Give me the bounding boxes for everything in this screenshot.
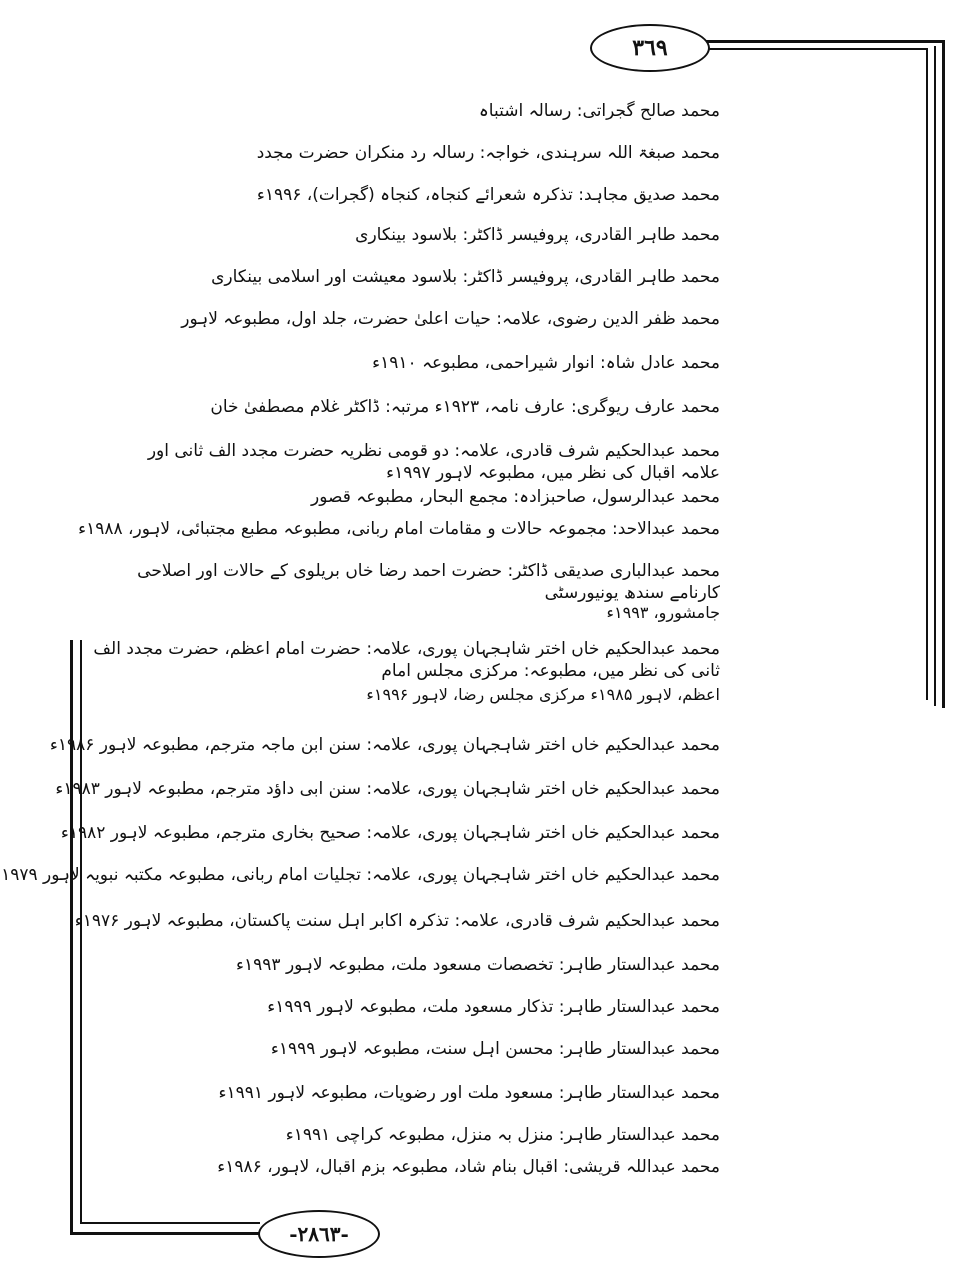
- bibliography-entry: محمد عبدالستار طاہر: تذکار مسعود ملت، مطبوعہ لاہور ۱۹۹۹ء: [267, 997, 720, 1017]
- bibliography-entry: محمد عارف ریوگری: عارف نامہ، ۱۹۲۳ء مرتبہ: ڈاکٹر غلام مصطفیٰ خان: [210, 397, 720, 417]
- bibliography-entry: محمد عبدالستار طاہر: تخصصات مسعود ملت، مطبوعہ لاہور ۱۹۹۳ء: [236, 955, 720, 975]
- frame-left-inner: [80, 640, 82, 1224]
- bibliography-entry: محمد عبدالستار طاہر: منزل بہ منزل، مطبوعہ کراچی ۱۹۹۱ء: [285, 1125, 720, 1145]
- bibliography-entry-continuation: اعظم، لاہور ۱۹۸۵ء مرکزی مجلس رضا، لاہور ۱۹۹۶ء: [366, 685, 720, 704]
- frame-bottom-rule-inner: [80, 1222, 260, 1224]
- bibliography-entry: محمد عبدالحکیم خاں اختر شاہجہان پوری، علامہ: سنن ابی داؤد مترجم، مطبوعہ لاہور ۱۹۸۳ء: [55, 779, 720, 799]
- bibliography-entry-continuation: جامشورو، ۱۹۹۳ء: [606, 603, 720, 622]
- bibliography-entry: محمد طاہر القادری، پروفیسر ڈاکٹر: بلاسود بینکاری: [355, 225, 720, 245]
- bibliography-entry: محمد عادل شاہ: انوار شیراحمی، مطبوعہ ۱۹۱۰ء: [372, 353, 720, 373]
- bibliography-entry: محمد عبدالحکیم خاں اختر شاہجہان پوری، علامہ: حضرت امام اعظم، حضرت مجدد الف ثانی کی نظر میں، مطبوعہ: مرکزی مجلس امام: [93, 639, 720, 681]
- bibliography-entry: محمد صدیق مجاہد: تذکرہ شعرائے کنجاہ، کنجاہ (گجرات)، ۱۹۹۶ء: [256, 185, 720, 205]
- bibliography-entry: محمد صبغۃ اللہ سرہندی، خواجہ: رسالہ رد منکران حضرت مجدد: [256, 143, 720, 163]
- bibliography-entry: محمد عبدالحکیم شرف قادری، علامہ: تذکرہ اکابر اہل سنت پاکستان، مطبوعہ لاہور ۱۹۷۶ء: [74, 911, 720, 931]
- footer-number-badge: -٢٨٦٣-: [258, 1210, 380, 1258]
- frame-left-outer: [70, 640, 73, 1234]
- frame-top-rule: [706, 40, 944, 43]
- bibliography-entry: محمد طاہر القادری، پروفیسر ڈاکٹر: بلاسود معیشت اور اسلامی بینکاری: [211, 267, 720, 287]
- bibliography-entry: محمد عبدالرسول، صاحبزادہ: مجمع البحار، مطبوعہ قصور: [311, 487, 720, 507]
- frame-right-inner: [926, 50, 928, 700]
- frame-bottom-rule: [70, 1232, 260, 1235]
- bibliography-entry: محمد عبدالحکیم خاں اختر شاہجہان پوری، علامہ: سنن ابن ماجہ مترجم، مطبوعہ لاہور ۱۹۸۶ء: [49, 735, 720, 755]
- frame-right-middle: [934, 46, 936, 706]
- bibliography-entry: محمد عبدالحکیم خاں اختر شاہجہان پوری، علامہ: صحیح بخاری مترجم، مطبوعہ لاہور ۱۹۸۲ء: [60, 823, 720, 843]
- bibliography-entry: محمد عبدالاحد: مجموعہ حالات و مقامات امام ربانی، مطبوعہ مطبع مجتبائی، لاہور، ۱۹۸۸ء: [78, 519, 720, 539]
- bibliography-entry: محمد صالح گجراتی: رسالہ اشتباہ: [478, 101, 720, 121]
- frame-top-rule-inner: [706, 48, 928, 50]
- bibliography-entry: محمد عبداللہ قریشی: اقبال بنام شاد، مطبوعہ بزم اقبال، لاہور، ۱۹۸۶ء: [217, 1157, 720, 1177]
- bibliography-entry: محمد عبدالحکیم شرف قادری، علامہ: دو قومی نظریہ حضرت مجدد الف ثانی اور علامہ اقبال کی نظر میں، مطبوعہ لاہور ۱۹۹۷ء: [147, 441, 720, 483]
- bibliography-entry: محمد عبدالباری صدیقی ڈاکٹر: حضرت احمد رضا خاں بریلوی کے حالات اور اصلاحی کارنامے سندھ یونیورسٹی: [137, 561, 720, 603]
- page-number-badge: ٣٦٩: [590, 24, 710, 72]
- frame-right-outer: [942, 40, 945, 708]
- bibliography-entry: محمد عبدالحکیم خاں اختر شاہجہان پوری، علامہ: تجلیات امام ربانی، مطبوعہ مکتبہ نبویہ لاہور ۱۹۷۹: [1, 865, 720, 885]
- bibliography-entry: محمد ظفر الدین رضوی، علامہ: حیات اعلیٰ حضرت، جلد اول، مطبوعہ لاہور: [181, 309, 720, 329]
- bibliography-entry: محمد عبدالستار طاہر: محسن اہل سنت، مطبوعہ لاہور ۱۹۹۹ء: [270, 1039, 720, 1059]
- bibliography-entry: محمد عبدالستار طاہر: مسعود ملت اور رضویات، مطبوعہ لاہور ۱۹۹۱ء: [218, 1083, 720, 1103]
